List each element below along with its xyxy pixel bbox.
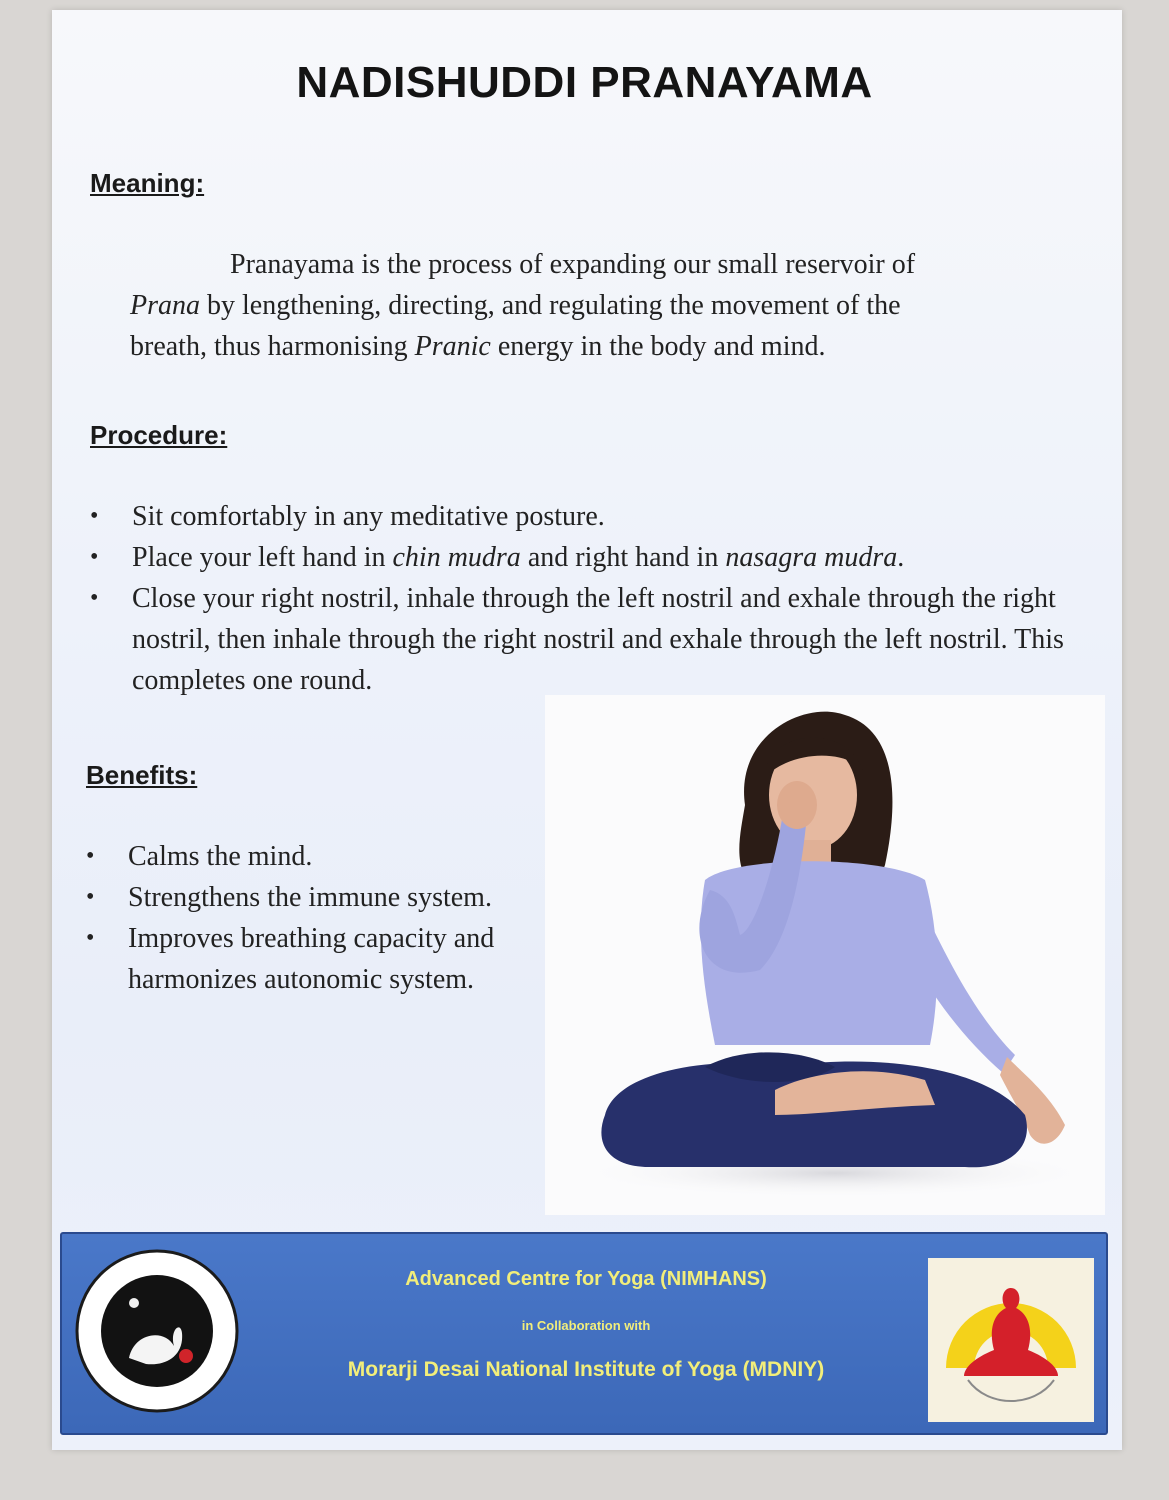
prana-term: Prana <box>130 290 200 321</box>
meaning-text: energy in the body and mind. <box>490 331 826 362</box>
list-item <box>90 537 1100 578</box>
nasagra-mudra-term: nasagra mudra <box>725 542 898 573</box>
item-text: and right hand in <box>520 542 726 573</box>
list-item: • Sit comfortably in any meditative posture. <box>90 496 1100 537</box>
benefits-list <box>86 836 516 1000</box>
meaning-line <box>130 326 1050 367</box>
list-item: • Improves breathing capacity and harmonizes autonomic system. <box>86 918 516 1000</box>
pranic-term: Pranic <box>414 331 491 362</box>
right-hand-shape <box>777 781 817 829</box>
benefits-heading: Benefits: <box>86 760 198 790</box>
meaning-paragraph <box>130 244 1050 367</box>
footer-line-collab: in Collaboration with <box>521 1318 651 1333</box>
list-item: • Strengthens the immune system. <box>86 877 516 918</box>
footer-line-mdniy: Morarji Desai National Institute of Yoga (MDNIY) <box>347 1358 825 1381</box>
footer-line-nimhans: Advanced Centre for Yoga (NIMHANS) <box>405 1268 767 1290</box>
meaning-text: by lengthening, directing, and regulating the movement of the <box>200 290 901 321</box>
list-item: • Close your right nostril, inhale through the left nostril and exhale through the right nostril, then inhale through the right nostril and exhale through the left nostril. This completes one round. <box>90 578 1100 701</box>
procedure-list <box>90 496 1100 701</box>
meaning-line <box>130 285 1050 326</box>
chin-mudra-term: chin mudra <box>392 542 521 573</box>
yoga-figure-illustration <box>545 695 1105 1215</box>
procedure-heading: Procedure: <box>90 420 228 450</box>
item-text: . <box>897 542 905 573</box>
item-text: Place your left hand in <box>132 542 393 573</box>
mdniy-logo <box>928 1258 1094 1422</box>
mdniy-logo-icon <box>928 1258 1094 1422</box>
list-item: • Calms the mind. <box>86 836 516 877</box>
meaning-line: Pranayama is the process of expanding our small reservoir of <box>230 249 916 280</box>
meaning-text: breath, thus harmonising <box>130 331 415 362</box>
footer-banner <box>60 1232 1108 1435</box>
pranayama-photo <box>545 695 1105 1215</box>
meaning-heading: Meaning: <box>90 168 205 198</box>
page-title: NADISHUDDI PRANAYAMA <box>296 58 873 107</box>
